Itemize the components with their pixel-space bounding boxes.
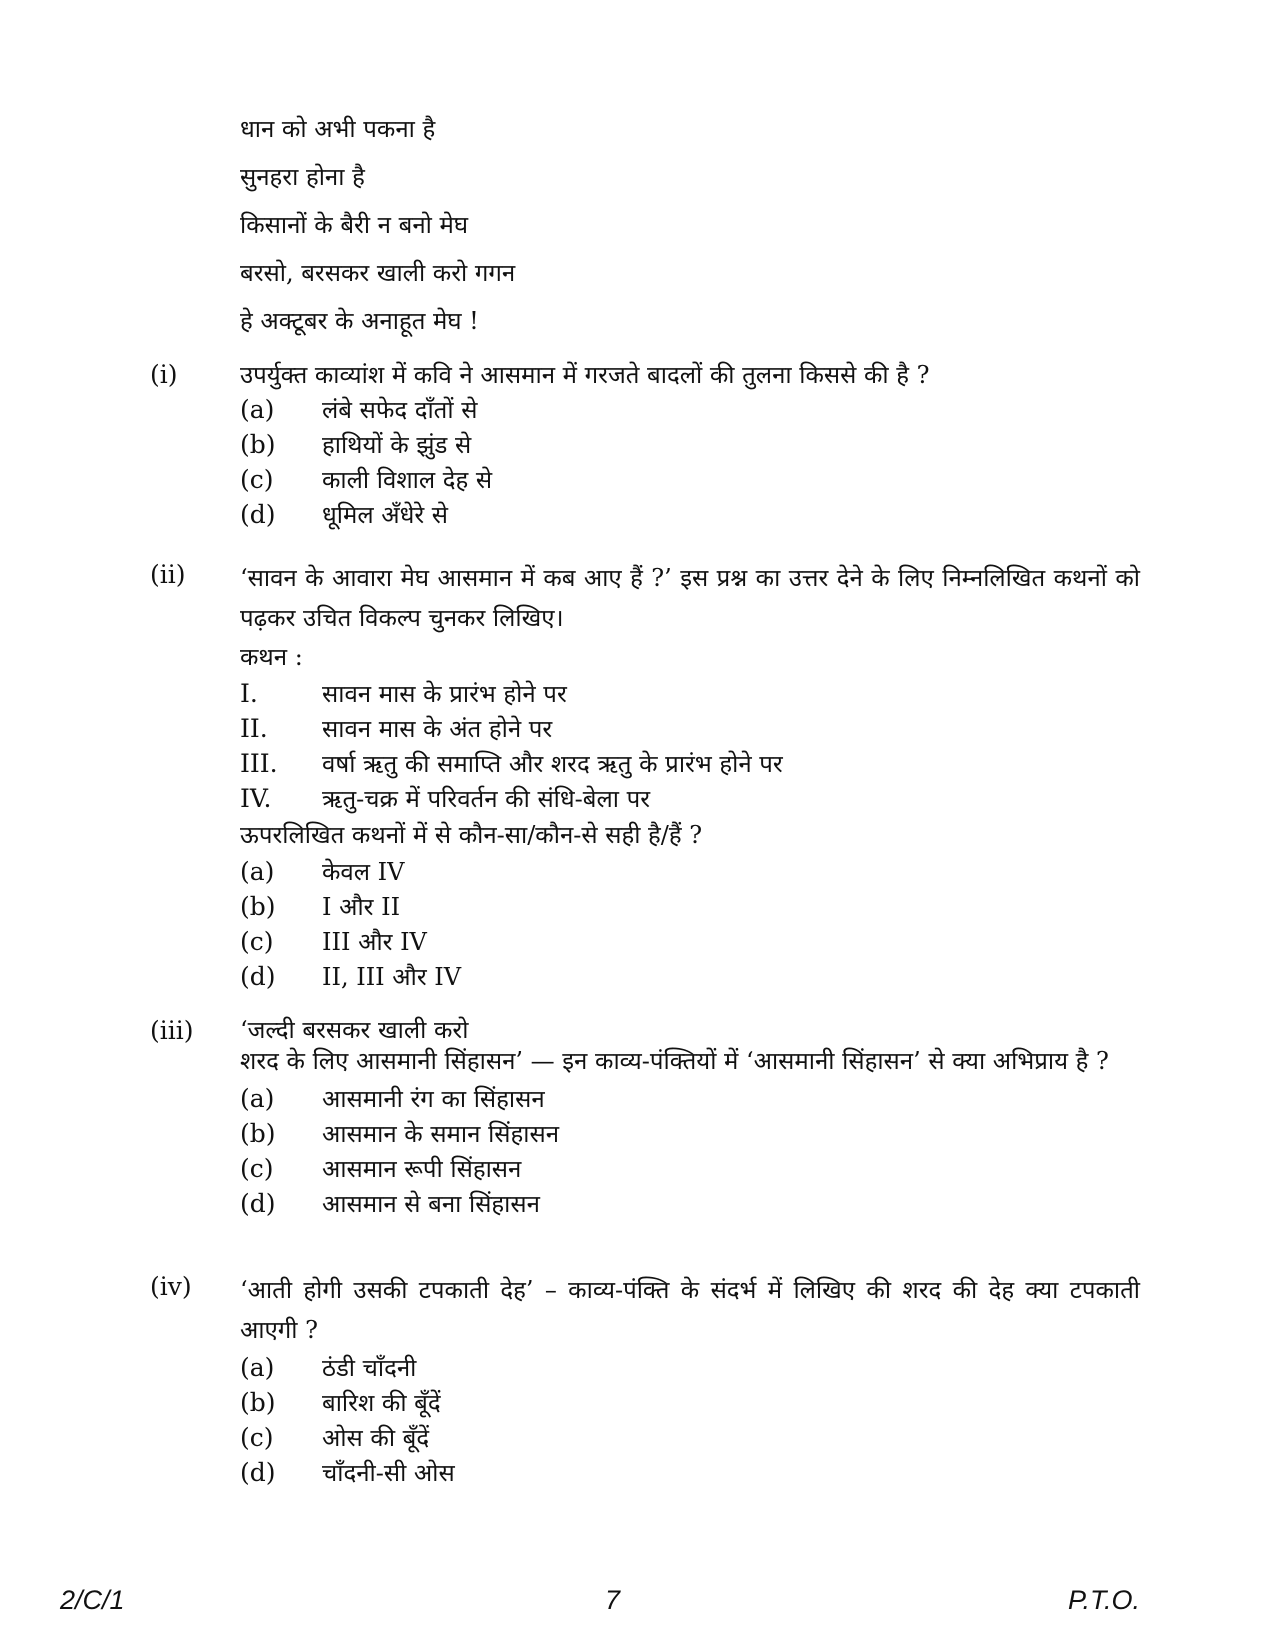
option xyxy=(240,392,1140,427)
option xyxy=(240,924,1140,959)
poem-line: सुनहरा होना है xyxy=(240,163,365,191)
option xyxy=(240,427,1140,462)
option-text: हाथियों के झुंड से xyxy=(322,431,472,459)
question-2 xyxy=(150,558,1150,994)
option-text: आसमानी रंग का सिंहासन xyxy=(322,1085,545,1113)
page-footer xyxy=(60,1580,1140,1620)
question-prompt: ऊपरलिखित कथनों में से कौन-सा/कौन-से सही है/हैं ? xyxy=(240,821,703,849)
option-text: आसमान से बना सिंहासन xyxy=(322,1190,540,1218)
option-text: बारिश की बूँदें xyxy=(322,1389,441,1417)
statement-label: IV. xyxy=(240,784,272,813)
question-text: ‘सावन के आवारा मेघ आसमान में कब आए हैं ?’ इस प्रश्न का उत्तर देने के लिए निम्नलिखित कथनों को पढ़कर उचित विकल्प चुनकर लिखिए। xyxy=(240,564,1140,632)
page-number: 7 xyxy=(605,1585,621,1615)
question-text: ‘आती होगी उसकी टपकाती देह’ – काव्य-पंक्ति के संदर्भ में लिखिए की शरद की देह क्या टपकाती आएगी ? xyxy=(240,1276,1140,1344)
poem-line: हे अक्टूबर के अनाहूत मेघ ! xyxy=(240,307,479,335)
option-label: (b) xyxy=(240,892,276,921)
option xyxy=(240,462,1140,497)
statement-text: वर्षा ऋतु की समाप्ति और शरद ऋतु के प्रारंभ होने पर xyxy=(322,750,783,778)
statement-label: II. xyxy=(240,714,268,743)
question-4 xyxy=(150,1270,1150,1490)
option-label: (c) xyxy=(240,927,274,956)
statement-text: सावन मास के अंत होने पर xyxy=(322,715,553,743)
option-text: I और II xyxy=(322,893,401,921)
question-3 xyxy=(150,1014,1150,1221)
statement xyxy=(240,781,1140,816)
option-text: काली विशाल देह से xyxy=(322,466,493,494)
option xyxy=(240,1350,1140,1385)
statement xyxy=(240,711,1140,746)
option-label: (d) xyxy=(240,1458,276,1487)
poem-line: किसानों के बैरी न बनो मेघ xyxy=(240,211,469,239)
question-number: (i) xyxy=(150,360,178,389)
option xyxy=(240,1385,1140,1420)
statement-label: III. xyxy=(240,749,278,778)
option-text: आसमान के समान सिंहासन xyxy=(322,1120,560,1148)
option xyxy=(240,1455,1140,1490)
poem-excerpt xyxy=(240,105,940,345)
option-label: (b) xyxy=(240,1119,276,1148)
option xyxy=(240,1420,1140,1455)
statement xyxy=(240,746,1140,781)
paper-code: 2/C/1 xyxy=(60,1585,125,1615)
option-label: (a) xyxy=(240,857,275,886)
option xyxy=(240,959,1140,994)
question-number: (iv) xyxy=(150,1272,192,1301)
poem-line: धान को अभी पकना है xyxy=(240,115,436,143)
statement-text: सावन मास के प्रारंभ होने पर xyxy=(322,680,567,708)
option-label: (d) xyxy=(240,962,276,991)
option xyxy=(240,497,1140,532)
question-text-line-1: ‘जल्दी बरसकर खाली करो xyxy=(240,1016,469,1044)
option-text: ओस की बूँदें xyxy=(322,1424,430,1452)
option-text: केवल IV xyxy=(322,858,405,886)
option-label: (c) xyxy=(240,465,274,494)
option xyxy=(240,1116,1140,1151)
option-label: (b) xyxy=(240,1388,276,1417)
option-text: धूमिल अँधेरे से xyxy=(322,501,448,529)
question-number: (ii) xyxy=(150,560,186,589)
question-text-line-2: शरद के लिए आसमानी सिंहासन’ — इन काव्य-पंक्तियों में ‘आसमानी सिंहासन’ से क्या अभिप्राय है ? xyxy=(240,1047,1109,1075)
option-label: (a) xyxy=(240,395,275,424)
option-label: (b) xyxy=(240,430,276,459)
option-text: आसमान रूपी सिंहासन xyxy=(322,1155,522,1183)
option xyxy=(240,889,1140,924)
statement-label: I. xyxy=(240,679,258,708)
poem-line: बरसो, बरसकर खाली करो गगन xyxy=(240,259,516,287)
option xyxy=(240,1151,1140,1186)
question-text: उपर्युक्त काव्यांश में कवि ने आसमान में गरजते बादलों की तुलना किससे की है ? xyxy=(240,361,930,389)
option-label: (c) xyxy=(240,1154,274,1183)
option-label: (a) xyxy=(240,1353,275,1382)
option-text: ठंडी चाँदनी xyxy=(322,1354,417,1382)
statements-heading: कथन : xyxy=(240,643,303,671)
question-1 xyxy=(150,358,1150,532)
pto-label: P.T.O. xyxy=(1067,1585,1140,1615)
option xyxy=(240,854,1140,889)
option-text: II, III और IV xyxy=(322,963,462,991)
option-label: (a) xyxy=(240,1084,275,1113)
option xyxy=(240,1081,1140,1116)
option-label: (d) xyxy=(240,1189,276,1218)
option-label: (d) xyxy=(240,500,276,529)
question-number: (iii) xyxy=(150,1016,194,1045)
statement-text: ऋतु-चक्र में परिवर्तन की संधि-बेला पर xyxy=(322,785,651,813)
option-text: III और IV xyxy=(322,928,427,956)
option-text: चाँदनी-सी ओस xyxy=(322,1459,455,1487)
statement xyxy=(240,676,1140,711)
option-text: लंबे सफेद दाँतों से xyxy=(322,396,478,424)
option-label: (c) xyxy=(240,1423,274,1452)
option xyxy=(240,1186,1140,1221)
